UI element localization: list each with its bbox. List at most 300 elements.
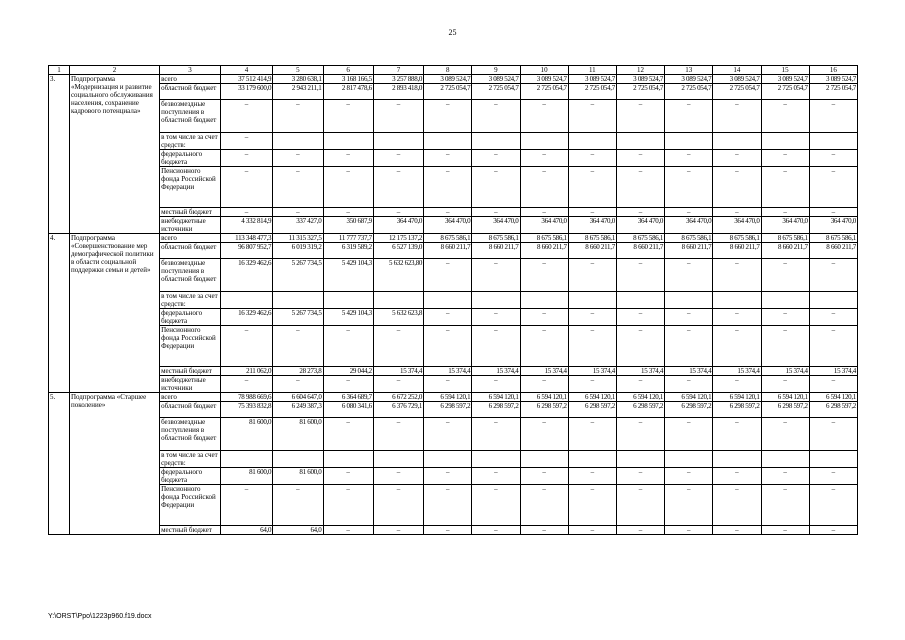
funding-value: – bbox=[616, 418, 664, 451]
funding-value bbox=[520, 451, 568, 468]
funding-source-label: местный бюджет bbox=[160, 367, 221, 376]
column-number: 14 bbox=[713, 66, 761, 75]
funding-value: 8 660 211,7 bbox=[424, 243, 472, 259]
table-row bbox=[49, 309, 858, 326]
funding-value: 364 470,0 bbox=[472, 217, 520, 234]
funding-value: – bbox=[520, 150, 568, 167]
funding-value: 15 374,4 bbox=[424, 367, 472, 376]
funding-value: 6 298 597,2 bbox=[472, 402, 520, 418]
table-row bbox=[49, 292, 858, 309]
funding-value: 5 267 734,5 bbox=[273, 309, 323, 326]
column-number: 8 bbox=[424, 66, 472, 75]
funding-value: 6 527 139,0 bbox=[373, 243, 423, 259]
funding-value: 364 470,0 bbox=[616, 217, 664, 234]
funding-value: – bbox=[472, 167, 520, 208]
funding-value: – bbox=[568, 167, 616, 208]
funding-value: – bbox=[809, 526, 857, 535]
funding-value: – bbox=[373, 150, 423, 167]
funding-value: 364 470,0 bbox=[520, 217, 568, 234]
funding-value: 6 364 689,7 bbox=[323, 393, 373, 402]
funding-value: 2 725 054,7 bbox=[713, 84, 761, 100]
funding-value: – bbox=[424, 376, 472, 393]
table-row bbox=[49, 208, 858, 217]
funding-source-label: Пенсионного фонда Российской Федерации bbox=[160, 167, 221, 208]
funding-value: 8 675 586,1 bbox=[568, 234, 616, 243]
funding-value: 75 393 832,8 bbox=[220, 402, 272, 418]
funding-value: 8 675 586,1 bbox=[472, 234, 520, 243]
funding-value: – bbox=[713, 309, 761, 326]
funding-value: – bbox=[520, 326, 568, 367]
funding-value: – bbox=[568, 100, 616, 133]
funding-value: 3 089 524,7 bbox=[616, 75, 664, 84]
funding-value: – bbox=[568, 326, 616, 367]
column-number: 11 bbox=[568, 66, 616, 75]
funding-value bbox=[568, 292, 616, 309]
funding-value: 15 374,4 bbox=[761, 367, 809, 376]
funding-value: 6 594 120,1 bbox=[616, 393, 664, 402]
funding-value: 6 080 341,6 bbox=[323, 402, 373, 418]
funding-value: – bbox=[472, 526, 520, 535]
funding-value: – bbox=[424, 150, 472, 167]
funding-value: 8 660 211,7 bbox=[568, 243, 616, 259]
funding-value: 5 632 623,8 bbox=[373, 309, 423, 326]
funding-value: – bbox=[220, 150, 272, 167]
funding-value: 5 267 734,5 bbox=[273, 259, 323, 292]
funding-value: 6 298 597,2 bbox=[568, 402, 616, 418]
funding-value: – bbox=[220, 376, 272, 393]
funding-value bbox=[713, 451, 761, 468]
funding-value: – bbox=[373, 376, 423, 393]
funding-value: 81 600,0 bbox=[273, 418, 323, 451]
funding-value: 8 660 211,7 bbox=[472, 243, 520, 259]
funding-value: 4 332 814,9 bbox=[220, 217, 272, 234]
funding-value bbox=[665, 133, 713, 150]
funding-value: 364 470,0 bbox=[424, 217, 472, 234]
funding-value bbox=[713, 292, 761, 309]
funding-value: 6 298 597,2 bbox=[616, 402, 664, 418]
subprogram-name: Подпрограмма «Старшее поколение» bbox=[69, 393, 159, 535]
funding-value: – bbox=[568, 309, 616, 326]
funding-value: 15 374,4 bbox=[472, 367, 520, 376]
funding-value bbox=[520, 133, 568, 150]
funding-value: 33 179 600,0 bbox=[220, 84, 272, 100]
funding-value bbox=[665, 292, 713, 309]
funding-value bbox=[761, 292, 809, 309]
funding-value: – bbox=[520, 468, 568, 485]
funding-value: – bbox=[616, 100, 664, 133]
document-file-path: Y:\ORST\Ppo\1223p960.f19.docx bbox=[48, 613, 152, 620]
funding-value: – bbox=[665, 167, 713, 208]
funding-value: 15 374,4 bbox=[568, 367, 616, 376]
funding-value: 8 660 211,7 bbox=[713, 243, 761, 259]
funding-value: 81 600,0 bbox=[273, 468, 323, 485]
funding-value: – bbox=[323, 526, 373, 535]
funding-value: 6 319 589,2 bbox=[323, 243, 373, 259]
table-row bbox=[49, 243, 858, 259]
funding-value: 8 660 211,7 bbox=[761, 243, 809, 259]
table-row bbox=[49, 526, 858, 535]
table-row bbox=[49, 75, 858, 84]
funding-value: 6 019 319,2 bbox=[273, 243, 323, 259]
funding-value: – bbox=[424, 208, 472, 217]
page-number: 25 bbox=[448, 28, 457, 37]
funding-value: – bbox=[323, 326, 373, 367]
funding-value: – bbox=[273, 100, 323, 133]
table-row bbox=[49, 259, 858, 292]
funding-value: – bbox=[568, 150, 616, 167]
table-row bbox=[49, 485, 858, 526]
funding-value bbox=[520, 292, 568, 309]
funding-value: – bbox=[520, 309, 568, 326]
funding-value: 8 675 586,1 bbox=[761, 234, 809, 243]
funding-value: 6 594 120,1 bbox=[713, 393, 761, 402]
funding-value: – bbox=[273, 167, 323, 208]
funding-value: – bbox=[761, 526, 809, 535]
funding-value: – bbox=[568, 485, 616, 526]
table-row bbox=[49, 167, 858, 208]
table-row bbox=[49, 150, 858, 167]
funding-value: 3 168 166,5 bbox=[323, 75, 373, 84]
funding-source-label: областной бюджет bbox=[160, 84, 221, 100]
funding-value: 2 725 054,7 bbox=[568, 84, 616, 100]
funding-value: – bbox=[809, 208, 857, 217]
funding-value: 3 089 524,7 bbox=[520, 75, 568, 84]
table-row bbox=[49, 133, 858, 150]
table-row bbox=[49, 393, 858, 402]
funding-value: 2 725 054,7 bbox=[472, 84, 520, 100]
funding-value: – bbox=[323, 485, 373, 526]
funding-value: – bbox=[665, 326, 713, 367]
funding-value: – bbox=[713, 418, 761, 451]
funding-value: 6 594 120,1 bbox=[568, 393, 616, 402]
funding-value: – bbox=[424, 485, 472, 526]
funding-source-label: областной бюджет bbox=[160, 243, 221, 259]
funding-value: 6 249 387,3 bbox=[273, 402, 323, 418]
funding-value: 15 374,4 bbox=[809, 367, 857, 376]
funding-value bbox=[373, 133, 423, 150]
funding-value bbox=[220, 451, 272, 468]
funding-value: – bbox=[273, 376, 323, 393]
funding-value: – bbox=[472, 150, 520, 167]
funding-source-label: Пенсионного фонда Российской Федерации bbox=[160, 326, 221, 367]
funding-value: – bbox=[323, 100, 373, 133]
funding-value: 2 725 054,7 bbox=[520, 84, 568, 100]
funding-value: 3 089 524,7 bbox=[568, 75, 616, 84]
column-number: 13 bbox=[665, 66, 713, 75]
table-header-row bbox=[49, 66, 858, 75]
funding-value bbox=[568, 133, 616, 150]
funding-value: 6 594 120,1 bbox=[520, 393, 568, 402]
table-row bbox=[49, 234, 858, 243]
funding-value bbox=[273, 133, 323, 150]
funding-source-label: Пенсионного фонда Российской Федерации bbox=[160, 485, 221, 526]
funding-value: 81 600,0 bbox=[220, 468, 272, 485]
funding-source-label: внебюджетные источники bbox=[160, 376, 221, 393]
funding-value: 11 777 737,7 bbox=[323, 234, 373, 243]
funding-value: – bbox=[665, 418, 713, 451]
funding-value: – bbox=[424, 167, 472, 208]
column-number: 15 bbox=[761, 66, 809, 75]
funding-value: – bbox=[220, 133, 272, 150]
funding-value: 15 374,4 bbox=[616, 367, 664, 376]
funding-value: – bbox=[323, 468, 373, 485]
funding-value: – bbox=[809, 418, 857, 451]
funding-value: – bbox=[472, 468, 520, 485]
funding-value: – bbox=[520, 208, 568, 217]
funding-value: – bbox=[520, 526, 568, 535]
funding-value: – bbox=[809, 376, 857, 393]
funding-value: – bbox=[472, 100, 520, 133]
funding-value: 37 512 414,9 bbox=[220, 75, 272, 84]
funding-value bbox=[472, 133, 520, 150]
funding-value: – bbox=[568, 468, 616, 485]
funding-source-label: в том числе за счет средств: bbox=[160, 133, 221, 150]
funding-value: – bbox=[520, 167, 568, 208]
subprogram-name: Подпрограмма «Совершенствование мер демографической политики в области социальной поддержки семьи и детей» bbox=[69, 234, 159, 393]
funding-value: 3 089 524,7 bbox=[809, 75, 857, 84]
funding-value: – bbox=[616, 150, 664, 167]
section-index: 3. bbox=[49, 75, 70, 234]
funding-value: – bbox=[761, 485, 809, 526]
funding-value: – bbox=[323, 208, 373, 217]
funding-value: – bbox=[809, 326, 857, 367]
funding-value: 8 675 586,1 bbox=[665, 234, 713, 243]
funding-value: 8 660 211,7 bbox=[520, 243, 568, 259]
funding-value: – bbox=[761, 167, 809, 208]
funding-value bbox=[323, 451, 373, 468]
funding-value: – bbox=[273, 208, 323, 217]
funding-source-label: безвозмездные поступления в областной бюджет bbox=[160, 259, 221, 292]
column-number: 1 bbox=[49, 66, 70, 75]
funding-value: 6 298 597,2 bbox=[809, 402, 857, 418]
funding-value: 28 273,8 bbox=[273, 367, 323, 376]
funding-value: – bbox=[472, 418, 520, 451]
funding-value: – bbox=[373, 468, 423, 485]
section-index: 4. bbox=[49, 234, 70, 393]
table-row bbox=[49, 326, 858, 367]
funding-value: 364 470,0 bbox=[761, 217, 809, 234]
funding-value: – bbox=[665, 376, 713, 393]
funding-value bbox=[373, 292, 423, 309]
funding-value: – bbox=[761, 326, 809, 367]
funding-source-label: всего bbox=[160, 75, 221, 84]
funding-value: – bbox=[665, 468, 713, 485]
funding-value: 364 470,0 bbox=[665, 217, 713, 234]
funding-value bbox=[809, 292, 857, 309]
funding-value: 3 089 524,7 bbox=[665, 75, 713, 84]
funding-value: 8 675 586,1 bbox=[809, 234, 857, 243]
funding-value: – bbox=[616, 167, 664, 208]
column-number: 2 bbox=[69, 66, 159, 75]
funding-value bbox=[665, 451, 713, 468]
funding-value: – bbox=[520, 100, 568, 133]
funding-value: 337 427,0 bbox=[273, 217, 323, 234]
funding-value: 8 660 211,7 bbox=[616, 243, 664, 259]
column-number: 5 bbox=[273, 66, 323, 75]
funding-value: – bbox=[761, 150, 809, 167]
funding-source-label: всего bbox=[160, 234, 221, 243]
funding-value: – bbox=[809, 100, 857, 133]
funding-value: – bbox=[713, 376, 761, 393]
funding-value: 6 594 120,1 bbox=[424, 393, 472, 402]
funding-value: 6 672 252,0 bbox=[373, 393, 423, 402]
funding-value: – bbox=[809, 485, 857, 526]
funding-value: – bbox=[809, 309, 857, 326]
funding-value: 8 675 586,1 bbox=[424, 234, 472, 243]
table-row bbox=[49, 217, 858, 234]
funding-value: – bbox=[323, 418, 373, 451]
funding-value: – bbox=[713, 167, 761, 208]
funding-value: – bbox=[665, 485, 713, 526]
funding-value bbox=[472, 451, 520, 468]
funding-value: 350 687,9 bbox=[323, 217, 373, 234]
funding-value: – bbox=[616, 468, 664, 485]
funding-value: – bbox=[665, 259, 713, 292]
funding-value: – bbox=[761, 100, 809, 133]
funding-value: 12 175 137,2 bbox=[373, 234, 423, 243]
funding-value: 3 089 524,7 bbox=[424, 75, 472, 84]
table-row bbox=[49, 451, 858, 468]
funding-value: – bbox=[616, 259, 664, 292]
column-number: 3 bbox=[160, 66, 221, 75]
table-row bbox=[49, 418, 858, 451]
funding-value: – bbox=[761, 418, 809, 451]
funding-value: – bbox=[373, 526, 423, 535]
funding-value: – bbox=[761, 376, 809, 393]
funding-value: – bbox=[220, 485, 272, 526]
funding-value: 113 348 477,3 bbox=[220, 234, 272, 243]
funding-value: 3 089 524,7 bbox=[761, 75, 809, 84]
funding-value: – bbox=[713, 326, 761, 367]
funding-value: 2 725 054,7 bbox=[665, 84, 713, 100]
funding-value bbox=[713, 133, 761, 150]
funding-value: – bbox=[713, 259, 761, 292]
funding-value: 8 660 211,7 bbox=[665, 243, 713, 259]
funding-value bbox=[616, 292, 664, 309]
funding-value: – bbox=[809, 468, 857, 485]
funding-value: 8 675 586,1 bbox=[520, 234, 568, 243]
funding-source-label: безвозмездные поступления в областной бюджет bbox=[160, 100, 221, 133]
funding-value: – bbox=[424, 326, 472, 367]
funding-value: – bbox=[713, 526, 761, 535]
subprogram-name: Подпрограмма «Модернизация и развитие социального обслуживания населения, сохранение кадрового потенциала» bbox=[69, 75, 159, 234]
funding-value: 3 089 524,7 bbox=[713, 75, 761, 84]
funding-value: 64,0 bbox=[220, 526, 272, 535]
funding-value: – bbox=[424, 259, 472, 292]
funding-value: – bbox=[472, 309, 520, 326]
funding-value bbox=[273, 451, 323, 468]
funding-source-label: внебюджетные источники bbox=[160, 217, 221, 234]
funding-value: 29 044,2 bbox=[323, 367, 373, 376]
funding-value: – bbox=[616, 485, 664, 526]
funding-value: – bbox=[520, 259, 568, 292]
funding-value: – bbox=[616, 309, 664, 326]
funding-source-label: федерального бюджета bbox=[160, 150, 221, 167]
funding-value: – bbox=[665, 100, 713, 133]
funding-value bbox=[273, 292, 323, 309]
funding-value: – bbox=[616, 208, 664, 217]
funding-value: – bbox=[472, 259, 520, 292]
funding-source-label: местный бюджет bbox=[160, 208, 221, 217]
funding-value: – bbox=[568, 259, 616, 292]
funding-value: 364 470,0 bbox=[809, 217, 857, 234]
funding-value: 16 329 462,6 bbox=[220, 259, 272, 292]
funding-value: 15 374,4 bbox=[713, 367, 761, 376]
funding-value: – bbox=[273, 326, 323, 367]
funding-value: – bbox=[373, 418, 423, 451]
column-number: 7 bbox=[373, 66, 423, 75]
table-row bbox=[49, 402, 858, 418]
funding-value bbox=[616, 451, 664, 468]
funding-value: 2 817 478,6 bbox=[323, 84, 373, 100]
funding-value: – bbox=[424, 526, 472, 535]
funding-value: 364 470,0 bbox=[373, 217, 423, 234]
funding-table bbox=[48, 65, 858, 535]
funding-source-label: федерального бюджета bbox=[160, 309, 221, 326]
funding-source-label: федерального бюджета bbox=[160, 468, 221, 485]
funding-value: 15 374,4 bbox=[520, 367, 568, 376]
column-number: 12 bbox=[616, 66, 664, 75]
funding-value: – bbox=[616, 376, 664, 393]
funding-value: 2 725 054,7 bbox=[424, 84, 472, 100]
table-row bbox=[49, 84, 858, 100]
funding-value: – bbox=[424, 468, 472, 485]
funding-value: 6 298 597,2 bbox=[761, 402, 809, 418]
funding-value bbox=[373, 451, 423, 468]
column-number: 16 bbox=[809, 66, 857, 75]
funding-value: 6 594 120,1 bbox=[472, 393, 520, 402]
funding-value: – bbox=[713, 485, 761, 526]
funding-source-label: в том числе за счет средств: bbox=[160, 451, 221, 468]
funding-value: 81 600,0 bbox=[220, 418, 272, 451]
funding-value bbox=[424, 451, 472, 468]
funding-value: 6 594 120,1 bbox=[761, 393, 809, 402]
section-index: 5. bbox=[49, 393, 70, 535]
funding-value bbox=[220, 292, 272, 309]
funding-value: – bbox=[323, 150, 373, 167]
funding-value: 6 298 597,2 bbox=[424, 402, 472, 418]
funding-value: – bbox=[472, 208, 520, 217]
funding-value: – bbox=[616, 526, 664, 535]
funding-value: 364 470,0 bbox=[568, 217, 616, 234]
funding-value: – bbox=[568, 526, 616, 535]
funding-value: 3 280 638,1 bbox=[273, 75, 323, 84]
funding-value bbox=[761, 133, 809, 150]
funding-value: – bbox=[220, 100, 272, 133]
funding-value: – bbox=[761, 208, 809, 217]
funding-value: – bbox=[761, 309, 809, 326]
funding-value: – bbox=[323, 167, 373, 208]
funding-value: – bbox=[472, 326, 520, 367]
funding-value: 2 725 054,7 bbox=[761, 84, 809, 100]
funding-source-label: в том числе за счет средств: bbox=[160, 292, 221, 309]
funding-value: 15 374,4 bbox=[665, 367, 713, 376]
funding-value: 8 675 586,1 bbox=[713, 234, 761, 243]
table-row bbox=[49, 100, 858, 133]
funding-value: 78 988 669,6 bbox=[220, 393, 272, 402]
funding-value: – bbox=[220, 326, 272, 367]
funding-value: – bbox=[761, 259, 809, 292]
funding-source-label: всего bbox=[160, 393, 221, 402]
funding-value: 211 062,0 bbox=[220, 367, 272, 376]
funding-value bbox=[568, 451, 616, 468]
funding-value: 6 594 120,1 bbox=[665, 393, 713, 402]
funding-value: – bbox=[665, 208, 713, 217]
funding-value: – bbox=[665, 150, 713, 167]
funding-value: – bbox=[568, 418, 616, 451]
funding-value: 6 376 729,1 bbox=[373, 402, 423, 418]
funding-value: – bbox=[273, 485, 323, 526]
